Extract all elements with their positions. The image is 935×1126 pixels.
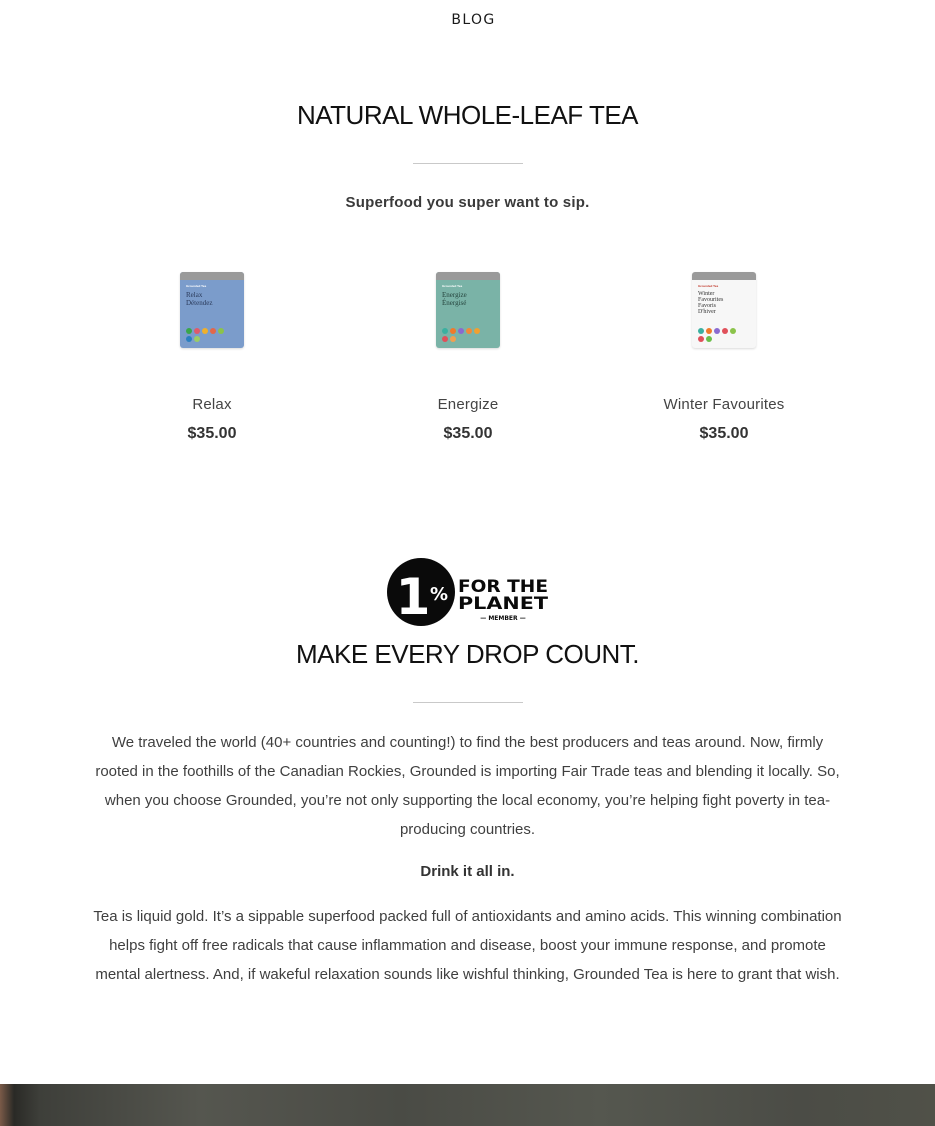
product-image-energize[interactable]	[436, 272, 500, 348]
tin-pattern	[698, 328, 738, 342]
mission-paragraph: We traveled the world (40+ countries and counting!) to find the best producers and teas around. Now, firmly rooted in the foothills of the Canadian Rockies, Grounded is importing Fair Trade teas and blending it locally. So, when you choose Grounded, you’re not only supporting the local economy, you’re helping fight poverty in tea-producing countries.	[95, 734, 840, 838]
product-image-relax[interactable]	[180, 272, 244, 348]
product-card-winter-favourites[interactable]	[596, 262, 852, 443]
product-price: $35.00	[443, 425, 493, 442]
tin-lid	[436, 272, 500, 280]
tin-label: Winter Favourites Favoris D'hiver	[698, 291, 724, 315]
tin-lid	[180, 272, 244, 280]
svg-text:%: %	[429, 584, 449, 605]
top-nav	[0, 11, 935, 29]
tin-pattern	[186, 328, 226, 342]
section-divider	[413, 163, 523, 164]
tin-lid	[692, 272, 756, 280]
drink-subheading: Drink it all in.	[420, 863, 515, 880]
tea-section-tagline: Superfood you super want to sip.	[345, 194, 590, 211]
benefits-paragraph: Tea is liquid gold. It’s a sippable superfood packed full of antioxidants and amino acids. This winning combination helps fight off free radicals that cause inflammation and disease, boost your immune response, and promote mental alertness. And, if wakeful relaxation sounds like wishful thinking, Grounded Tea is here to grant that wish.	[93, 908, 842, 983]
tin-pattern	[442, 328, 482, 342]
product-grid	[84, 262, 852, 443]
product-image-winter-favourites[interactable]	[692, 272, 756, 348]
product-price: $35.00	[187, 425, 237, 442]
tin-brand: Grounded Tea	[698, 284, 719, 288]
product-card-relax[interactable]	[84, 262, 340, 443]
product-title[interactable]: Winter Favourites	[663, 396, 785, 413]
product-title[interactable]: Relax	[192, 396, 232, 413]
tin-brand: Grounded Tea	[186, 284, 207, 288]
svg-text:1: 1	[395, 568, 431, 626]
hero-image-banner	[0, 1084, 935, 1126]
svg-text:PLANET: PLANET	[458, 594, 549, 614]
tin-brand: Grounded Tea	[442, 284, 463, 288]
one-percent-for-the-planet-logo	[385, 556, 551, 628]
svg-text:— MEMBER —: — MEMBER —	[480, 615, 526, 622]
product-price: $35.00	[699, 425, 749, 442]
svg-text:FOR THE: FOR THE	[458, 577, 548, 597]
tin-label: Energize Énergisé	[442, 291, 467, 307]
tin-label: Relax Détendez	[186, 291, 213, 307]
product-title[interactable]: Energize	[437, 396, 499, 413]
nav-link-blog[interactable]: BLOG	[451, 12, 496, 28]
section-divider	[413, 702, 523, 703]
tea-section-title: NATURAL WHOLE-LEAF TEA	[296, 100, 639, 130]
product-card-energize[interactable]	[340, 262, 596, 443]
planet-section-title: MAKE EVERY DROP COUNT.	[296, 639, 639, 669]
